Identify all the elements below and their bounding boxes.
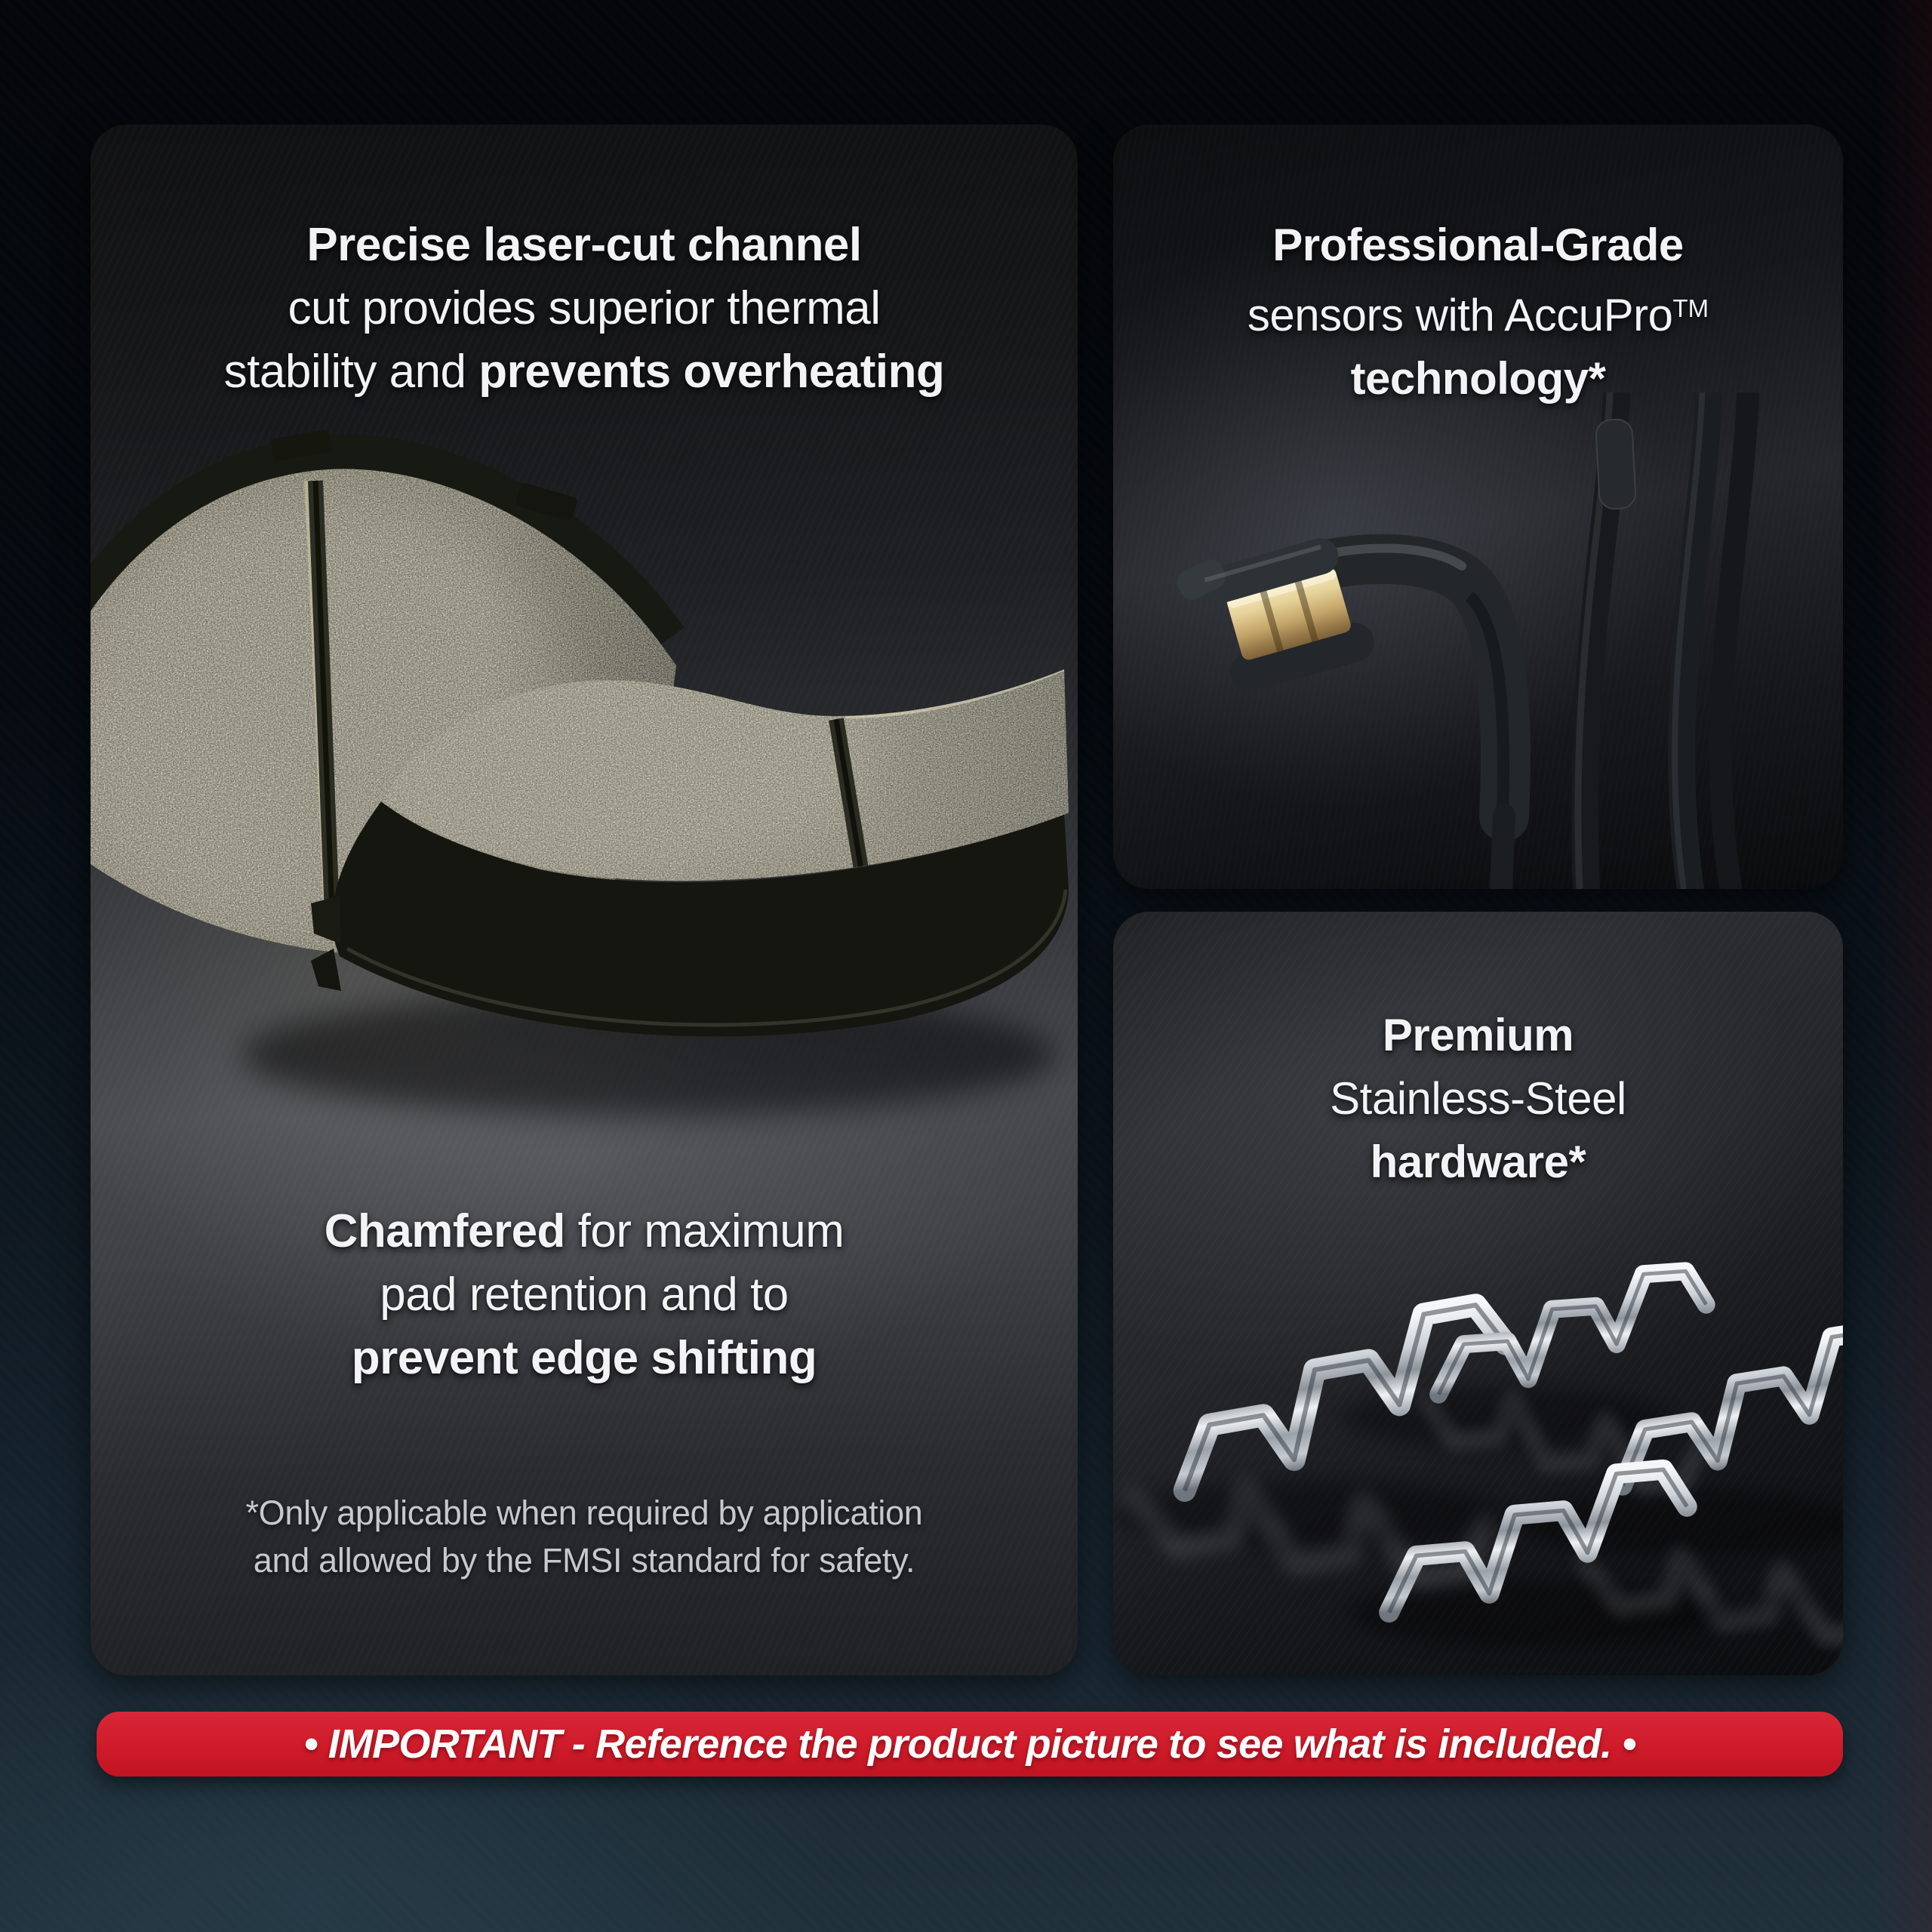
backing-tab — [311, 949, 341, 991]
heading-line: hardware* — [1370, 1137, 1586, 1187]
laser-cut-heading — [91, 214, 1078, 404]
sensor-ribbon — [1501, 815, 1504, 889]
feature-card-laser-cut — [91, 125, 1078, 1675]
hardware-clip-2 — [1431, 1270, 1711, 1395]
wear-sensor-body — [1171, 520, 1506, 889]
heading-line: Premium — [1382, 1010, 1574, 1060]
heading-line: Precise laser-cut channel — [306, 219, 862, 271]
heading-line: Professional-Grade — [1272, 220, 1684, 270]
heading-line: cut provides superior thermal — [288, 282, 881, 334]
heading-line: Stainless-Steel — [1330, 1073, 1626, 1124]
ceramic-brake-pads-photo — [91, 420, 1078, 1243]
heading-line: pad retention and to — [380, 1269, 789, 1321]
heading-line: technology* — [1350, 353, 1606, 404]
heading-line: sensors with AccuPro™ — [1247, 290, 1709, 340]
sensors-heading — [1113, 214, 1843, 411]
feature-card-hardware — [1113, 912, 1843, 1675]
fmsi-footnote: *Only applicable when required by application and allowed by the FMSI standard for safety. — [245, 1494, 923, 1580]
important-banner — [97, 1712, 1843, 1777]
heading-line: Chamfered for maximum — [324, 1205, 844, 1257]
sensor-cables — [1578, 392, 1749, 889]
chamfered-heading — [91, 1200, 1078, 1390]
feature-card-sensors — [1113, 125, 1843, 889]
hardware-clips-photo — [1113, 1161, 1843, 1675]
important-banner-text: • IMPORTANT - Reference the product picture to see what is included. • — [303, 1721, 1636, 1767]
cable-sleeve — [1595, 419, 1636, 509]
heading-line: prevent edge shifting — [351, 1332, 817, 1384]
heading-line: stability and prevents overheating — [223, 346, 945, 398]
wear-sensor-photo — [1113, 392, 1843, 889]
